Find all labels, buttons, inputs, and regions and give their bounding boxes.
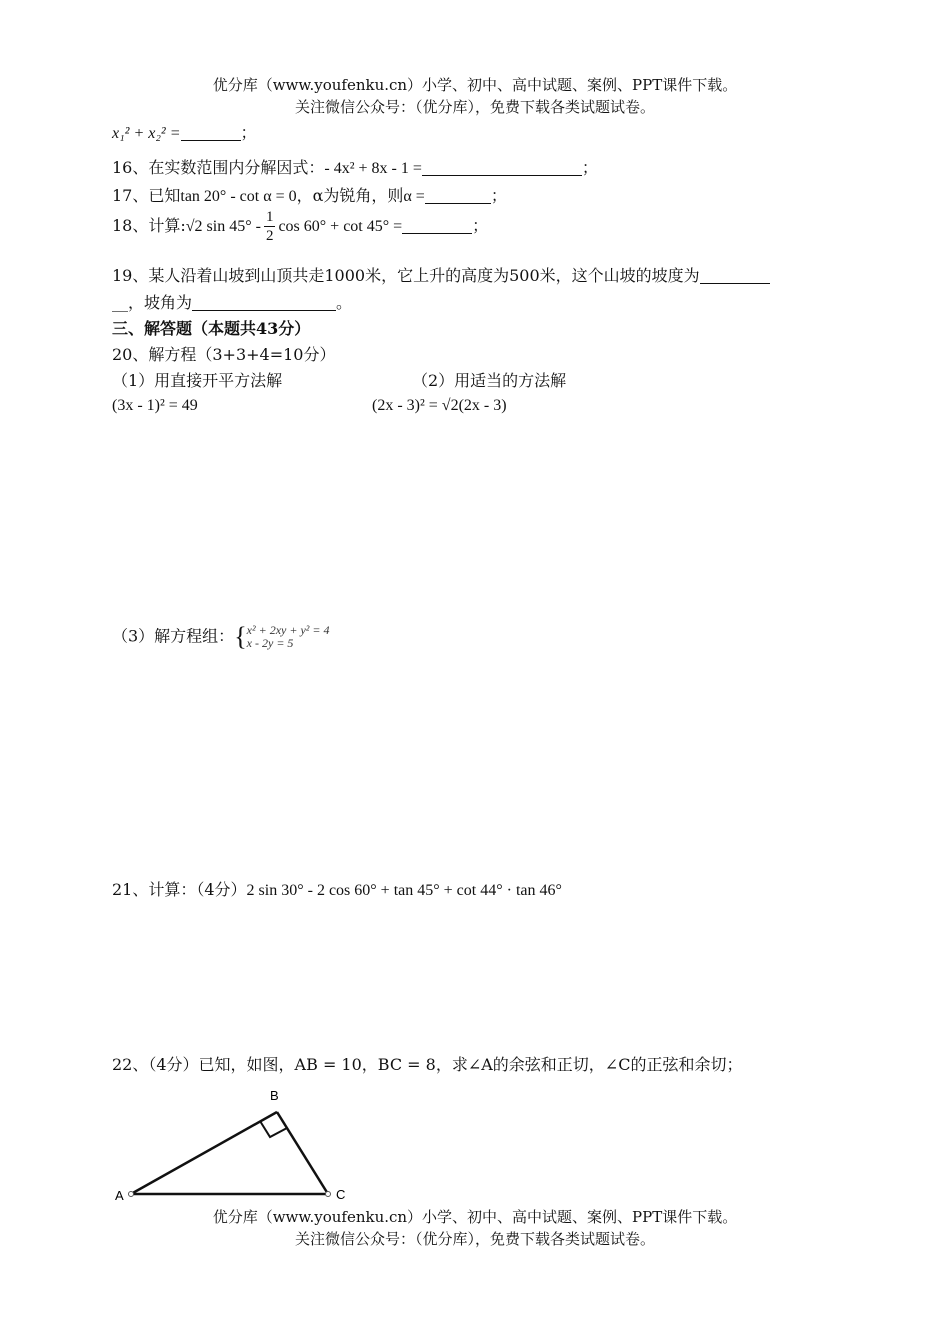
q18-label: 18、计算: <box>112 216 186 235</box>
q19-angle-blank <box>192 294 336 311</box>
q16-expression: - 4x² + 8x - 1 = <box>324 160 422 177</box>
header-line-2: 关注微信公众号：（优分库），免费下载各类试题试卷。 <box>294 98 655 116</box>
question-16 <box>112 155 598 178</box>
system-equation-2: x - 2y = 5 <box>246 636 294 650</box>
q16-answer-blank <box>422 159 582 176</box>
q16-label: 16、在实数范围内分解因式： <box>112 158 325 177</box>
question-19-continued <box>112 290 352 313</box>
q18-fraction-numerator: 1 <box>265 209 274 225</box>
q15-end: ； <box>240 125 257 142</box>
q18-expression-a: √2 sin 45° - <box>185 218 261 235</box>
triangle-figure <box>100 1080 370 1210</box>
q18-expression-b: cos 60° + cot 45° = <box>278 218 403 235</box>
q18-answer-blank <box>402 217 472 234</box>
q16-end: ； <box>581 158 598 177</box>
question-18 <box>112 208 488 245</box>
q19-line-1: 19、某人沿着山坡到山顶共走1000米，它上升的高度为500米，这个山坡的坡度为 <box>112 266 700 285</box>
equation-system <box>247 624 330 650</box>
q17-label: 17、已知 <box>112 186 181 205</box>
question-19 <box>112 263 770 286</box>
q20-part3-label: （3）解方程组： <box>112 626 235 646</box>
q17-expression: tan 20° - cot α = 0 <box>180 188 297 205</box>
footer-line-2: 关注微信公众号：（优分库），免费下载各类试题试卷。 <box>294 1230 655 1248</box>
q20-part2-equation: (2x - 3)² = √2(2x - 3) <box>372 397 507 414</box>
q18-fraction-denominator: 2 <box>265 228 274 244</box>
q17-middle: ，α为锐角，则 <box>296 186 404 205</box>
question-17 <box>112 183 507 206</box>
section-3-title: 三、解答题（本题共43分） <box>112 319 311 338</box>
q15-tail <box>112 120 257 143</box>
system-brace: { <box>234 622 247 651</box>
vertex-c-dot <box>326 1192 331 1197</box>
vertex-b-label: B <box>270 1088 279 1103</box>
q20-title: 20、解方程（3+3+4=10分） <box>112 345 336 364</box>
q20-part1-equation: (3x - 1)² = 49 <box>112 397 198 414</box>
system-equation-1: x² + 2xy + y² = 4 <box>246 623 330 637</box>
q17-end: ； <box>490 186 507 205</box>
q17-ask: α = <box>403 188 425 205</box>
question-22: 22、（4分）已知，如图，AB = 10，BC = 8，求∠A的余弦和正切，∠C的正弦和余切； <box>112 1055 743 1074</box>
q20-part1-label: （1）用直接开平方法解 <box>112 371 283 390</box>
q21-label: 21、计算：（4分） <box>112 880 247 899</box>
q21-expression: 2 sin 30° - 2 cos 60° + tan 45° + cot 44° · tan 46° <box>246 882 562 899</box>
side-ab <box>131 1112 277 1194</box>
q19-slope-blank <box>700 267 770 284</box>
q15-expression: x₁² + x₂² = <box>112 125 181 142</box>
q19-end: 。 <box>336 293 353 312</box>
vertex-c-label: C <box>336 1187 346 1202</box>
q19-line-2: __，坡角为 <box>112 293 193 312</box>
q20-part3 <box>112 622 329 652</box>
q20-part2-label: （2）用适当的方法解 <box>412 371 567 390</box>
q15-answer-blank <box>181 124 241 141</box>
q18-end: ； <box>472 216 489 235</box>
side-bc <box>277 1112 328 1194</box>
q17-answer-blank <box>425 187 491 204</box>
q18-fraction <box>264 208 276 245</box>
footer-line-1: 优分库（www.youfenku.cn）小学、初中、高中试题、案例、PPT课件下载。 <box>212 1208 738 1226</box>
vertex-a-label: A <box>115 1188 124 1203</box>
vertex-a-dot <box>129 1192 134 1197</box>
header-line-1: 优分库（www.youfenku.cn）小学、初中、高中试题、案例、PPT课件下载。 <box>212 76 738 94</box>
question-21 <box>112 877 562 900</box>
